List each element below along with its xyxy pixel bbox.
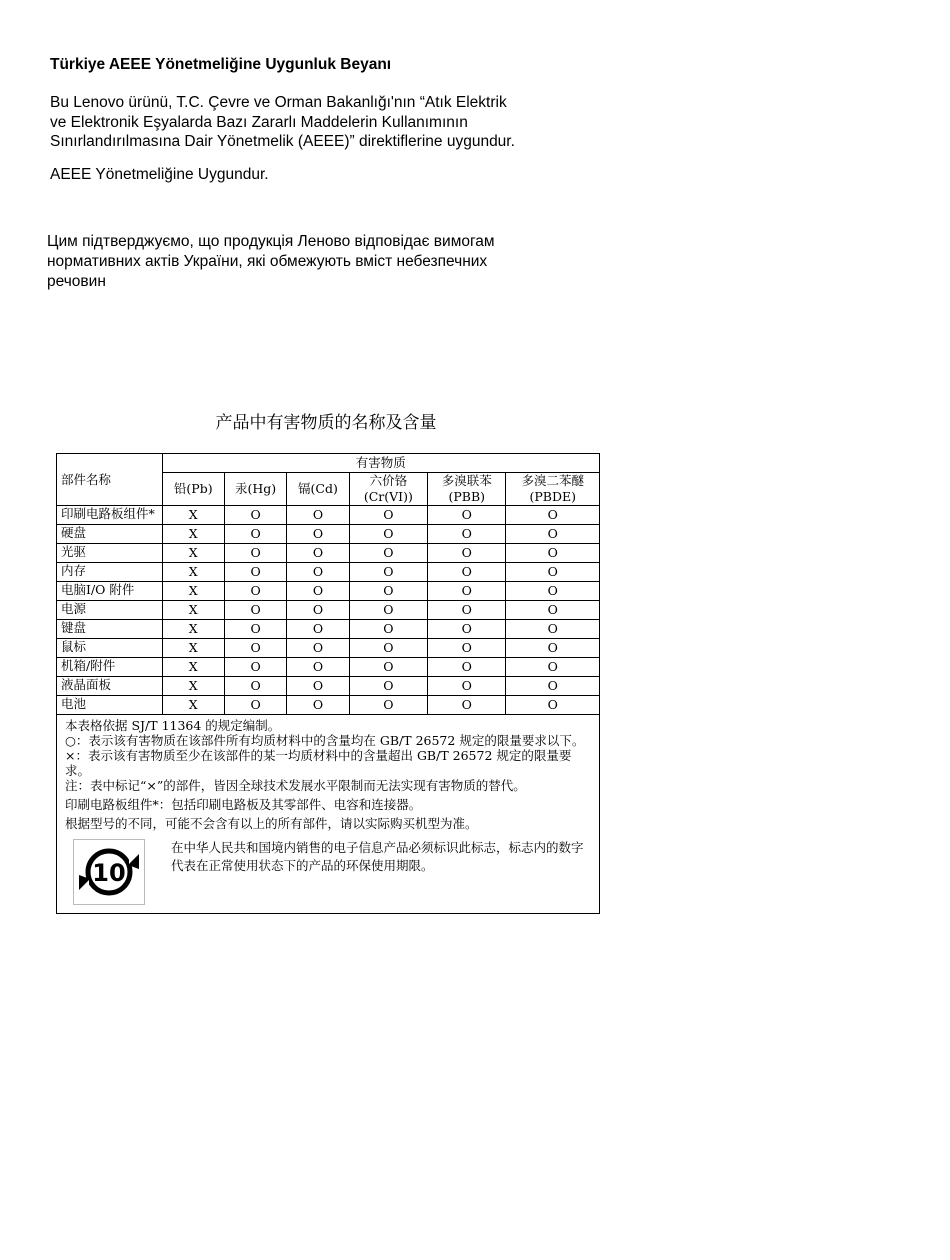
- substance-value-cell: O: [224, 544, 286, 563]
- table-notes: [57, 715, 600, 914]
- substance-value-cell: O: [224, 677, 286, 696]
- substance-value-cell: O: [287, 639, 349, 658]
- substance-value-cell: O: [428, 525, 506, 544]
- part-name-cell: 内存: [57, 563, 163, 582]
- table-row: [57, 620, 600, 639]
- substance-value-cell: O: [506, 639, 600, 658]
- ukrainian-line: Цим підтверджуємо, що продукція Леново відповідає вимогам: [47, 233, 495, 250]
- substance-value-cell: O: [506, 525, 600, 544]
- substance-value-cell: O: [506, 563, 600, 582]
- substance-symbol: (Cr(VI)): [363, 489, 413, 504]
- substance-value-cell: X: [162, 506, 224, 525]
- part-name-cell: 电池: [57, 696, 163, 715]
- substance-header: [224, 473, 286, 506]
- substance-value-cell: O: [287, 563, 349, 582]
- substance-value-cell: X: [162, 582, 224, 601]
- note: 印刷电路板组件*：包括印刷电路板及其零部件、电容和连接器。: [65, 797, 422, 812]
- substance-value-cell: O: [428, 601, 506, 620]
- substance-value-cell: O: [287, 525, 349, 544]
- substance-value-cell: O: [506, 601, 600, 620]
- substance-value-cell: O: [224, 525, 286, 544]
- substance-value-cell: O: [428, 677, 506, 696]
- table-row: [57, 639, 600, 658]
- substance-value-cell: O: [428, 544, 506, 563]
- substance-name: 汞(Hg): [235, 481, 277, 496]
- substance-value-cell: O: [428, 639, 506, 658]
- substance-value-cell: O: [349, 563, 427, 582]
- substance-header: [162, 473, 224, 506]
- substance-value-cell: O: [506, 620, 600, 639]
- note: 本表格依据 SJ/T 11364 的规定编制。: [65, 718, 281, 733]
- hazardous-substances-table: [56, 453, 600, 914]
- table-row: [57, 696, 600, 715]
- ukrainian-line: нормативних актів України, які обмежують вміст небезпечних: [47, 253, 488, 270]
- substance-value-cell: O: [428, 582, 506, 601]
- note: ×：表示该有害物质至少在该部件的某一均质材料中的含量超出 GB/T 26572 规定的限量要求。: [65, 748, 572, 778]
- substance-name: 铅(Pb): [173, 481, 213, 496]
- substance-value-cell: X: [162, 601, 224, 620]
- part-name-cell: 印刷电路板组件*: [57, 506, 163, 525]
- substance-value-cell: O: [349, 658, 427, 677]
- substance-value-cell: O: [287, 582, 349, 601]
- substance-name: 多溴二苯醚: [521, 473, 584, 488]
- substance-value-cell: O: [349, 620, 427, 639]
- substances-group-header: 有害物质: [162, 454, 599, 473]
- substance-value-cell: O: [349, 506, 427, 525]
- efup-logo-row: [65, 839, 591, 905]
- table-row: [57, 525, 600, 544]
- substance-value-cell: O: [224, 620, 286, 639]
- substance-header: [287, 473, 349, 506]
- table-row: [57, 658, 600, 677]
- substance-value-cell: O: [506, 506, 600, 525]
- logo-explanation: 在中华人民共和国境内销售的电子信息产品必须标识此标志，标志内的数字代表在正常使用状态下的产品的环保使用期限。: [171, 840, 584, 873]
- turkish-conformity: AEEE Yönetmeliğine Uygundur.: [50, 166, 269, 183]
- table-row: [57, 544, 600, 563]
- part-name-cell: 鼠标: [57, 639, 163, 658]
- substance-value-cell: O: [506, 677, 600, 696]
- substance-name: 六价铬: [369, 473, 408, 488]
- substance-symbol: (PBDE): [529, 489, 576, 504]
- substance-value-cell: O: [428, 506, 506, 525]
- table-row: [57, 601, 600, 620]
- note: 根据型号的不同，可能不会含有以上的所有部件，请以实际购买机型为准。: [65, 816, 478, 831]
- substance-value-cell: X: [162, 620, 224, 639]
- substance-value-cell: O: [349, 696, 427, 715]
- substance-value-cell: O: [224, 563, 286, 582]
- substance-name: 多溴联苯: [441, 473, 492, 488]
- substance-value-cell: O: [349, 677, 427, 696]
- substance-value-cell: O: [349, 639, 427, 658]
- part-name-cell: 电脑I/O 附件: [57, 582, 163, 601]
- substance-value-cell: O: [287, 601, 349, 620]
- part-name-cell: 液晶面板: [57, 677, 163, 696]
- part-name-cell: 键盘: [57, 620, 163, 639]
- turkish-statement: [50, 93, 590, 152]
- part-name-cell: 电源: [57, 601, 163, 620]
- substance-value-cell: O: [224, 506, 286, 525]
- turkish-title: Türkiye AEEE Yönetmeliğine Uygunluk Beyanı: [50, 56, 392, 73]
- substance-value-cell: O: [428, 658, 506, 677]
- hazardous-substances-title: 产品中有害物质的名称及含量: [215, 413, 437, 433]
- substance-value-cell: O: [287, 696, 349, 715]
- substance-name: 镉(Cd): [298, 481, 338, 496]
- ukrainian-line: речовин: [47, 273, 106, 290]
- part-name-cell: 硬盘: [57, 525, 163, 544]
- substance-value-cell: O: [224, 601, 286, 620]
- part-name-header: 部件名称: [57, 454, 163, 506]
- substance-value-cell: X: [162, 658, 224, 677]
- table-row: [57, 563, 600, 582]
- substance-value-cell: O: [287, 544, 349, 563]
- substance-value-cell: O: [287, 658, 349, 677]
- substance-value-cell: O: [224, 658, 286, 677]
- logo-number: 10: [92, 859, 126, 887]
- turkish-line: Bu Lenovo ürünü, T.C. Çevre ve Orman Bakanlığı'nın “Atık Elektrik: [50, 94, 507, 111]
- table-row: [57, 582, 600, 601]
- substance-value-cell: O: [428, 563, 506, 582]
- substance-value-cell: O: [506, 658, 600, 677]
- ukrainian-statement: [47, 232, 587, 292]
- substance-value-cell: X: [162, 544, 224, 563]
- substance-value-cell: O: [506, 582, 600, 601]
- note: ○：表示该有害物质在该部件所有均质材料中的含量均在 GB/T 26572 规定的限量要求以下。: [65, 733, 585, 748]
- table-row: [57, 506, 600, 525]
- substance-value-cell: X: [162, 677, 224, 696]
- substance-symbol: (PBB): [448, 489, 486, 504]
- note: 注：表中标记“×”的部件，皆因全球技术发展水平限制而无法实现有害物质的替代。: [65, 778, 526, 793]
- table-row: [57, 677, 600, 696]
- substance-value-cell: O: [349, 582, 427, 601]
- substance-header: [349, 473, 427, 506]
- turkish-line: Sınırlandırılmasına Dair Yönetmelik (AEEE)” direktiflerine uygundur.: [50, 133, 515, 150]
- substance-header: [506, 473, 600, 506]
- substance-value-cell: O: [349, 525, 427, 544]
- substance-value-cell: X: [162, 696, 224, 715]
- substance-value-cell: O: [224, 639, 286, 658]
- substance-value-cell: X: [162, 563, 224, 582]
- substance-header: [428, 473, 506, 506]
- substance-value-cell: O: [287, 677, 349, 696]
- substance-value-cell: O: [506, 544, 600, 563]
- substance-value-cell: O: [224, 696, 286, 715]
- substance-value-cell: O: [428, 696, 506, 715]
- substance-value-cell: O: [349, 544, 427, 563]
- turkish-line: ve Elektronik Eşyalarda Bazı Zararlı Maddelerin Kullanımının: [50, 113, 468, 131]
- efup-10-logo-icon: [73, 839, 145, 905]
- substance-value-cell: O: [224, 582, 286, 601]
- part-name-cell: 光驱: [57, 544, 163, 563]
- part-name-cell: 机箱/附件: [57, 658, 163, 677]
- substance-value-cell: O: [428, 620, 506, 639]
- substance-value-cell: X: [162, 525, 224, 544]
- substance-value-cell: O: [349, 601, 427, 620]
- substance-value-cell: O: [287, 506, 349, 525]
- substance-value-cell: X: [162, 639, 224, 658]
- substance-value-cell: O: [287, 620, 349, 639]
- substance-value-cell: O: [506, 696, 600, 715]
